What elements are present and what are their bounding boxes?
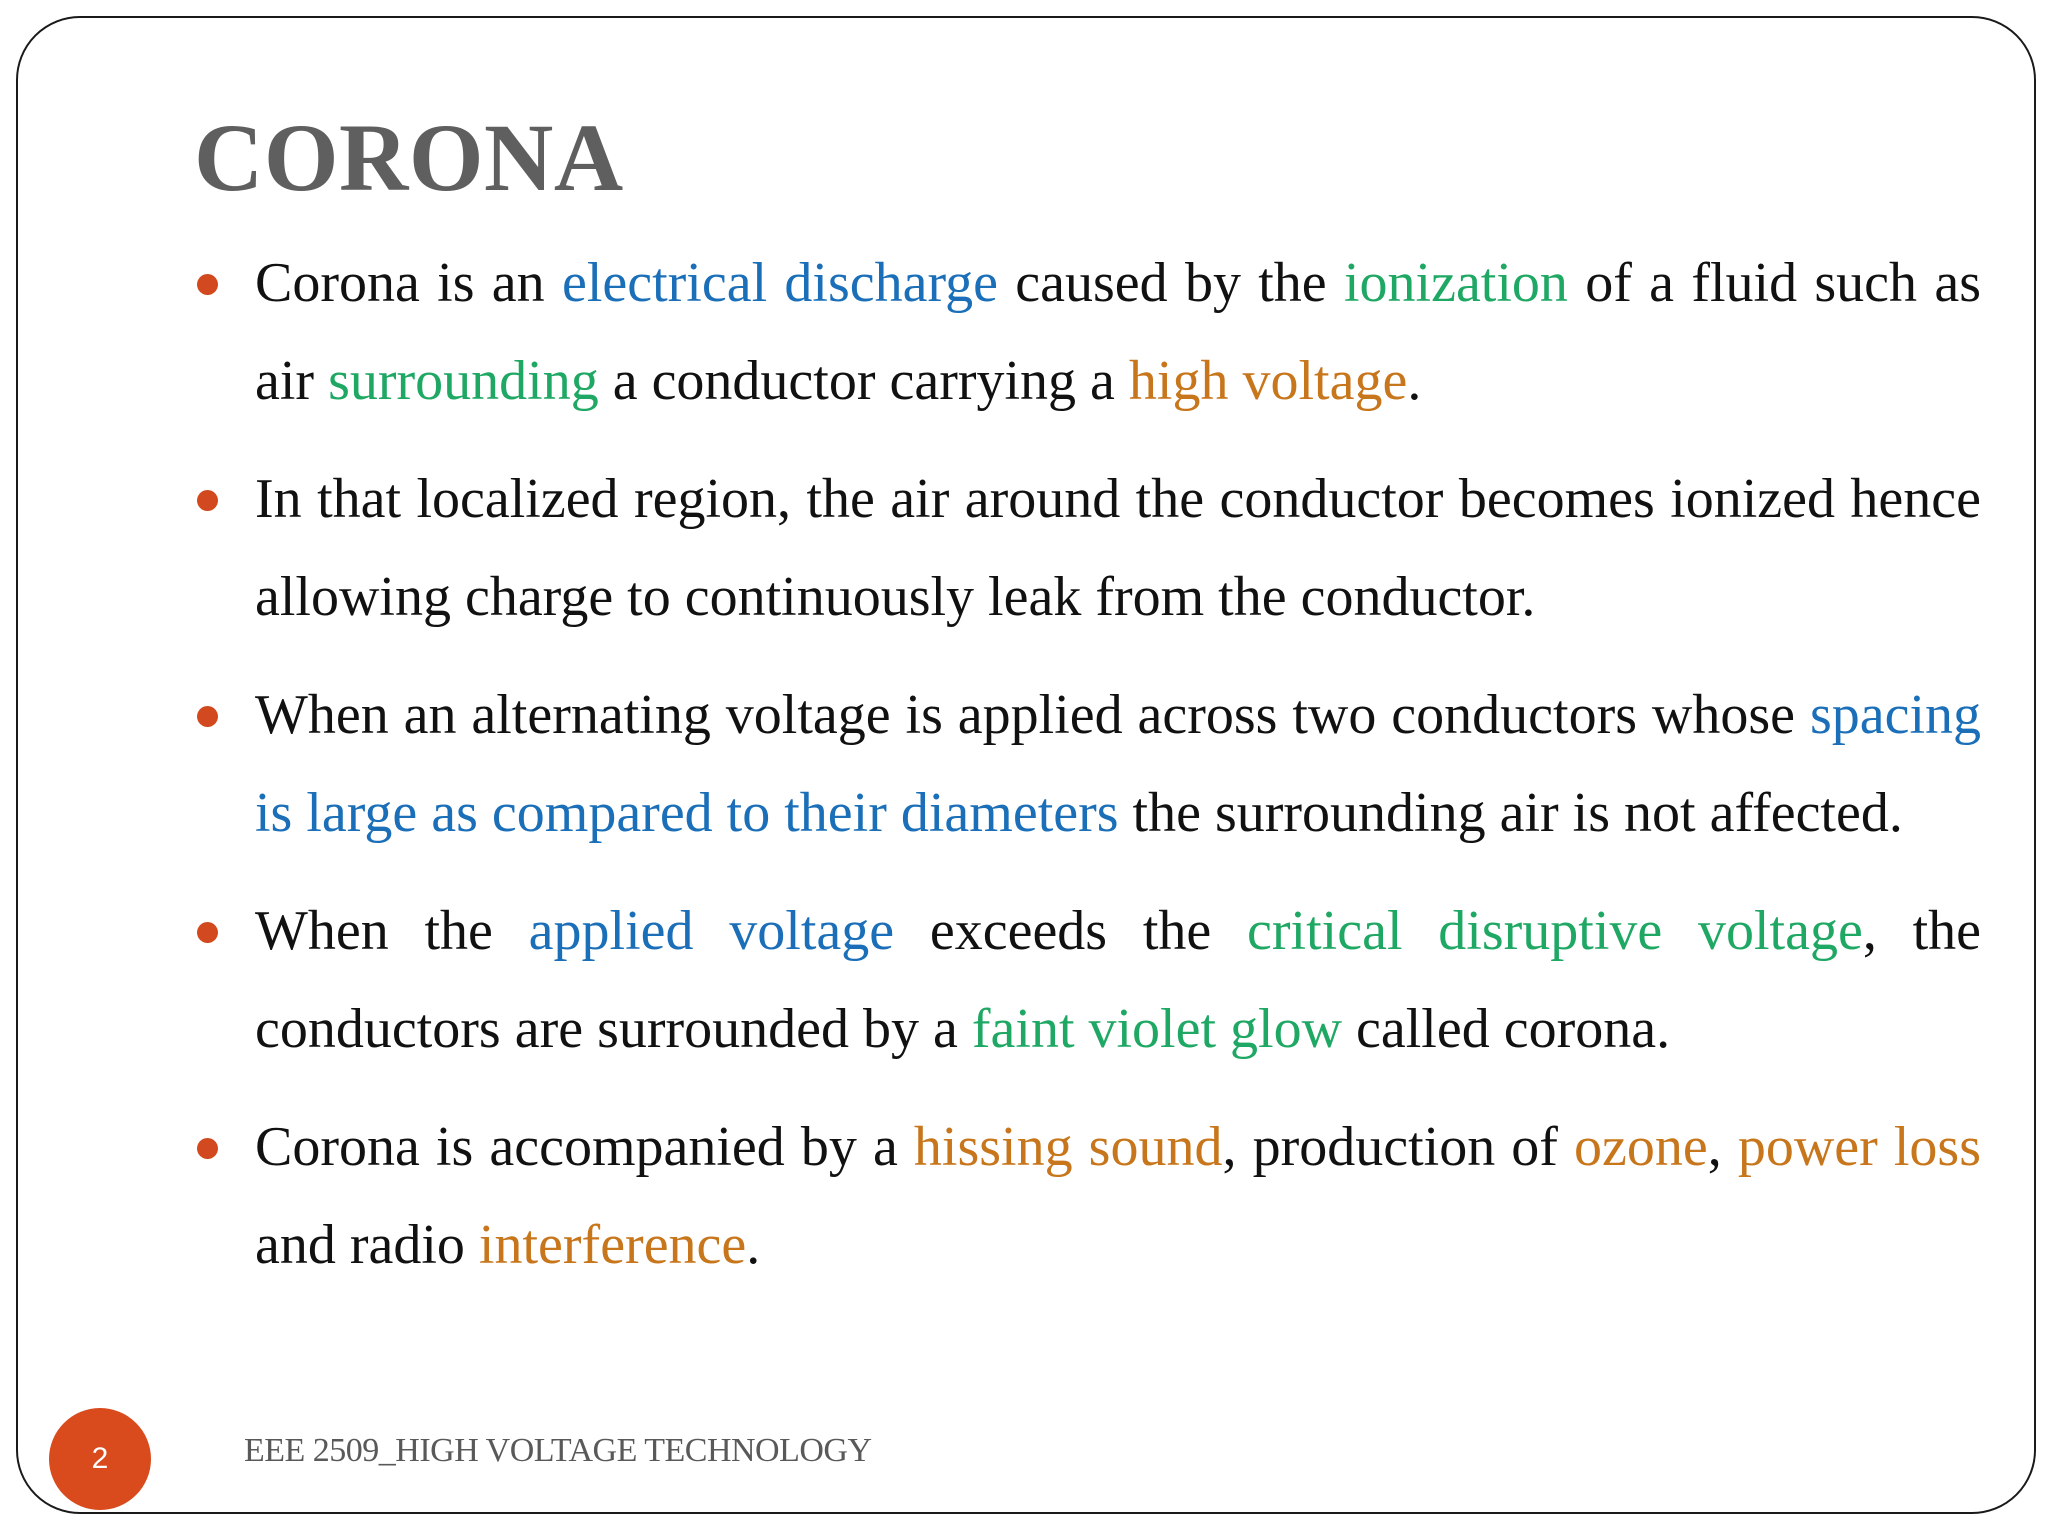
bullet-list xyxy=(193,234,1981,1314)
slide-title: CORONA xyxy=(194,104,624,211)
course-footer: EEE 2509_HIGH VOLTAGE TECHNOLOGY xyxy=(244,1432,872,1469)
bullet-text: exceeds the xyxy=(894,900,1248,962)
highlighted-term: applied voltage xyxy=(528,900,895,962)
highlighted-term: power loss xyxy=(1737,1116,1982,1178)
bullet-item xyxy=(193,666,1981,862)
bullet-text: When an alternating voltage is applied across two conductors whose xyxy=(255,684,1810,746)
bullet-text: , xyxy=(1707,1116,1738,1178)
bullet-dot-icon xyxy=(197,490,218,511)
bullet-text: a conductor carrying a xyxy=(598,350,1129,412)
bullet-text: called corona. xyxy=(1342,998,1671,1060)
highlighted-term: high voltage xyxy=(1128,350,1408,412)
bullet-dot-icon xyxy=(197,274,218,295)
bullet-dot-icon xyxy=(197,1138,218,1159)
highlighted-term: hissing sound xyxy=(913,1116,1223,1178)
bullet-item xyxy=(193,1098,1981,1294)
bullet-text: , the conductors are surrounded by a xyxy=(255,900,1982,1060)
bullet-text: . xyxy=(1407,350,1422,412)
highlighted-term: ionization xyxy=(1343,252,1568,314)
bullet-text: . xyxy=(746,1214,761,1276)
bullet-text: Corona is accompanied by a xyxy=(255,1116,914,1178)
bullet-text: When the xyxy=(255,900,529,962)
bullet-text: the surrounding air is not affected. xyxy=(1118,782,1903,844)
highlighted-term: spacing is large as compared to their diameters xyxy=(255,684,1981,844)
page-number-badge: 2 xyxy=(49,1408,151,1510)
highlighted-term: faint violet glow xyxy=(971,998,1343,1060)
highlighted-term: surrounding xyxy=(328,350,599,412)
highlighted-term: ozone xyxy=(1574,1116,1708,1178)
highlighted-term: interference xyxy=(478,1214,747,1276)
bullet-text: of a fluid such as air xyxy=(255,252,1981,412)
highlighted-term: electrical discharge xyxy=(561,252,998,314)
bullet-text: and radio xyxy=(255,1214,479,1276)
bullet-item xyxy=(193,234,1981,430)
bullet-text: In that localized region, the air around the conductor becomes ionized hence allowing charge to continuously leak from the conductor. xyxy=(255,468,1981,628)
bullet-text: caused by the xyxy=(997,252,1344,314)
highlighted-term: critical disruptive voltage xyxy=(1247,900,1863,962)
bullet-text: Corona is an xyxy=(255,252,562,314)
bullet-dot-icon xyxy=(197,706,218,727)
bullet-item xyxy=(193,450,1981,646)
slide-frame xyxy=(16,16,2036,1514)
bullet-item xyxy=(193,882,1981,1078)
bullet-dot-icon xyxy=(197,922,218,943)
bullet-text: , production of xyxy=(1222,1116,1575,1178)
